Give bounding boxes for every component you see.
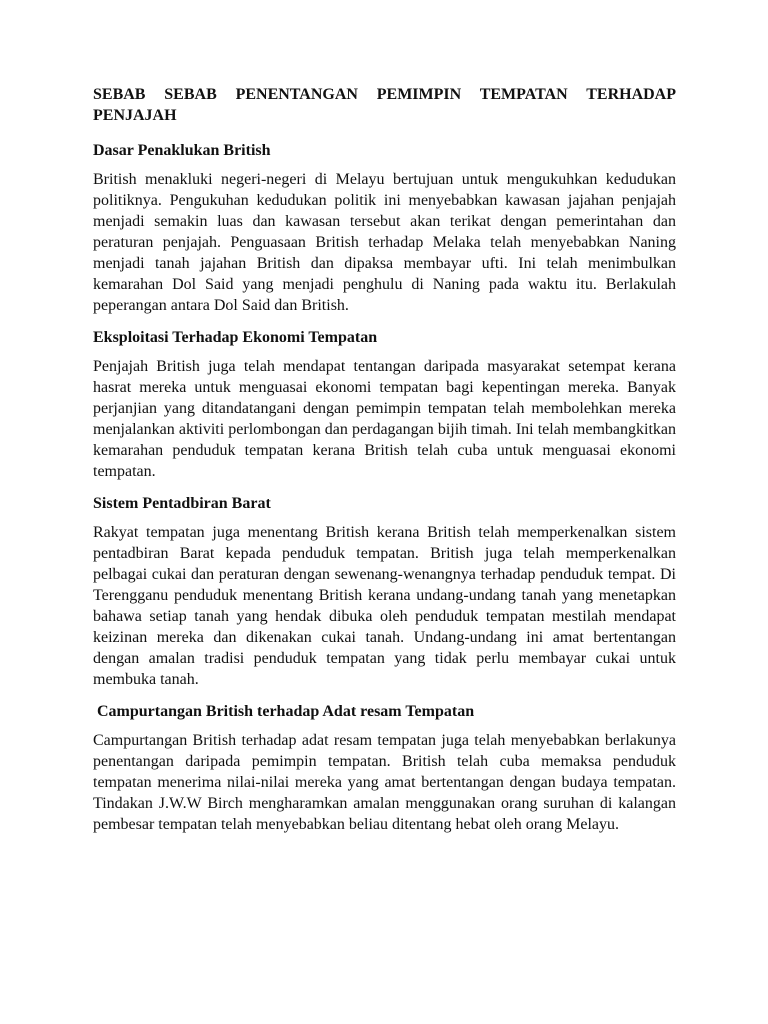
section-sistem-pentadbiran [93, 493, 676, 690]
section-paragraph: Campurtangan British terhadap adat resam tempatan juga telah menyebabkan berlakunya penentangan daripada pemimpin tempatan. British telah cuba memaksa penduduk tempatan menerima nilai-nilai mereka yang amat bertentangan dengan budaya tempatan. Tindakan J.W.W Birch mengharamkan amalan menggunakan orang suruhan di kalangan pembesar tempatan telah menyebabkan beliau ditentang hebat oleh orang Melayu. [93, 732, 676, 833]
section-paragraph: Penjajah British juga telah mendapat tentangan daripada masyarakat setempat kerana hasrat mereka untuk menguasai ekonomi tempatan bagi kepentingan mereka. Banyak perjanjian yang ditandatangani dengan pemimpin tempatan telah membolehkan mereka menjalankan aktiviti perlombongan dan perdagangan bijih timah. Ini telah membangkitkan kemarahan penduduk tempatan kerana British telah cuba untuk menguasai ekonomi tempatan. [93, 358, 676, 480]
section-heading: Sistem Pentadbiran Barat [93, 495, 271, 512]
document-title: SEBAB SEBAB PENENTANGAN PEMIMPIN TEMPATAN TERHADAP PENJAJAH [93, 86, 676, 124]
section-heading: Campurtangan British terhadap Adat resam Tempatan [97, 703, 475, 720]
section-campurtangan-adat [93, 701, 676, 835]
section-paragraph: Rakyat tempatan juga menentang British kerana British telah memperkenalkan sistem pentadbiran Barat kepada penduduk tempatan. British juga telah memperkenalkan pelbagai cukai dan peraturan dengan sewenang-wenangnya terhadap penduduk tempat. Di Terengganu penduduk menentang British kerana undang-undang tanah yang menetapkan bahawa setiap tanah yang hendak dibuka oleh penduduk tempatan mestilah mendapat keizinan mereka dan dikenakan cukai tanah. Undang-undang ini amat bertentangan dengan amalan tradisi penduduk tempatan yang tidak perlu membayar cukai untuk membuka tanah. [93, 524, 676, 688]
section-heading: Eksploitasi Terhadap Ekonomi Tempatan [93, 329, 378, 346]
section-dasar-penaklukan [93, 140, 676, 316]
section-paragraph: British menakluki negeri-negeri di Melayu bertujuan untuk mengukuhkan kedudukan politiknya. Pengukuhan kedudukan politik ini menyebabkan kawasan jajahan penjajah menjadi semakin luas dan kawasan tersebut akan terikat dengan pemerintahan dan peraturan penjajah. Penguasaan British terhadap Melaka telah menyebabkan Naning menjadi tanah jajahan British dan dipaksa membayar ufti. Ini telah menimbulkan kemarahan Dol Said yang menjadi penghulu di Naning pada waktu itu. Berlakulah peperangan antara Dol Said dan British. [93, 171, 676, 314]
section-eksploitasi-ekonomi [93, 327, 676, 482]
section-heading: Dasar Penaklukan British [93, 142, 271, 159]
document-page [93, 84, 676, 846]
